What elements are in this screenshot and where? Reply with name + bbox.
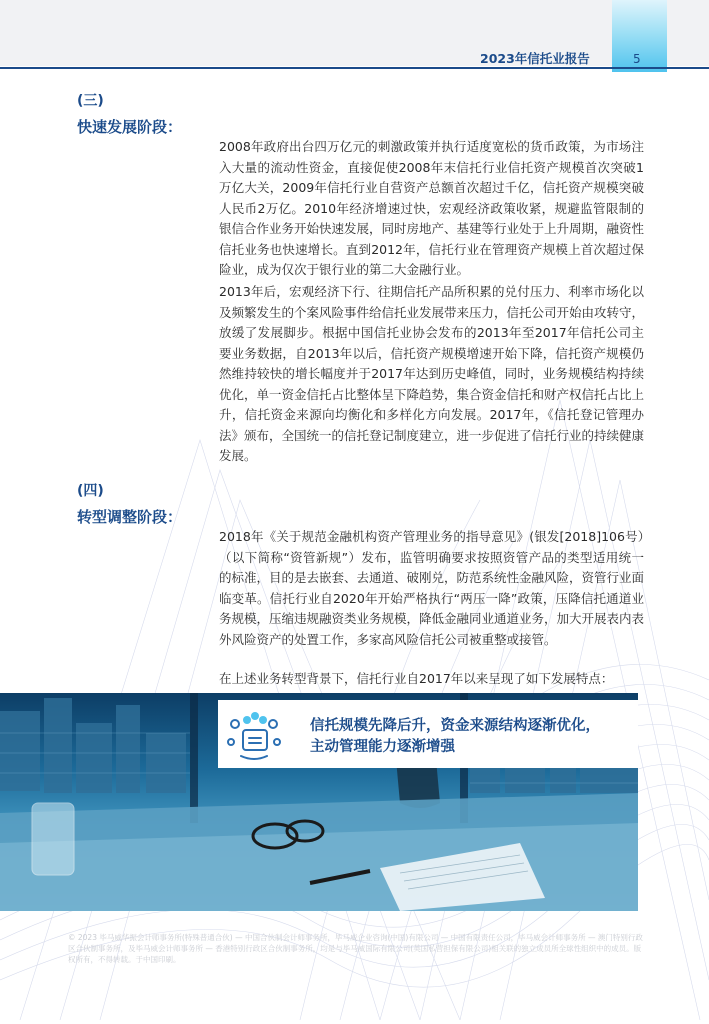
section-4-number: (四) [77, 483, 104, 499]
callout-line-1: 信托规模先降后升，资金来源结构逐渐优化， [310, 718, 600, 734]
callout-text [310, 716, 600, 758]
section-3-number: (三) [77, 93, 104, 109]
header-band [0, 0, 709, 66]
callout-line-2: 主动管理能力逐渐增强 [310, 739, 455, 755]
coins-growth-icon [225, 708, 283, 764]
section-4-paragraph-2: 在上述业务转型背景下，信托行业自2017年以来呈现了如下发展特点： [219, 671, 614, 686]
section-4-title: 转型调整阶段： [77, 508, 183, 526]
section-3-title: 快速发展阶段： [77, 118, 183, 136]
section-4-paragraph-1: 2018年《关于规范金融机构资产管理业务的指导意见》(银发[2018]106号）（以下简称“资管新规”）发布，监管明确要求按照资管产品的类型适用统一的标准，目的是去嵌套、去通道、破刚兑，防范系统性金融风险，资管行业面临变革。信托行业自2020年开始严格执行“两压一降”政策，压降信托通道业务规模，压缩违规融资类业务规模，降低金融同业通道业务，加大开展表内表外风险资产的处置工作，多家高风险信托公司被重整或接管。 [219, 529, 645, 647]
report-title: 2023年信托业报告 [480, 51, 590, 66]
page-number: 5 [633, 52, 641, 66]
section-3-paragraph-1: 2008年政府出台四万亿元的刺激政策并执行适度宽松的货币政策，为市场注入大量的流动性资金，直接促使2008年末信托行业信托资产规模首次突破1万亿大关，2009年信托行业自营资产总额首次超过千亿，信托资产规模突破人民币2万亿。2010年经济增速过快，宏观经济政策收紧，规避监管限制的银信合作业务开始快速发展，同时房地产、基建等行业处于上升周期，融资性信托业务也快速增长。直到2012年，信托行业在管理资产规模上首次超过保险业，成为仅次于银行业的第二大金融行业。 [219, 139, 645, 277]
copyright-footer: © 2023 毕马威华振会计师事务所(特殊普通合伙) — 中国合伙制会计师事务所，毕马威企业咨询(中国)有限公司 — 中国有限责任公司，毕马威会计师事务所 — 澳门特别行政区合伙制事务所，及毕马威会计师事务所 — 香港特别行政区合伙制事务所，均是与毕马威国际有限公司(英国私营担保有限公司)相关联的独立成员所全球性组织中的成员。版权所有，不得转载。于中国印刷。 [68, 933, 643, 964]
header-divider [0, 67, 709, 69]
section-3-paragraph-2: 2013年后，宏观经济下行、往期信托产品所积累的兑付压力、利率市场化以及频繁发生的个案风险事件给信托业发展带来压力，信托公司开始由攻转守，放缓了发展脚步。根据中国信托业协会发布的2013年至2017年信托公司主要业务数据，自2013年以后，信托资产规模增速开始下降，信托资产规模仍然维持较快的增长幅度并于2017年达到历史峰值，同时，业务规模结构持续优化，单一资金信托占比整体呈下降趋势，集合资金信托和财产权信托占比上升，信托资金来源向均衡化和多样化方向发展。2017年，《信托登记管理办法》颁布，全国统一的信托登记制度建立，进一步促进了信托行业的持续健康发展。 [219, 284, 645, 463]
